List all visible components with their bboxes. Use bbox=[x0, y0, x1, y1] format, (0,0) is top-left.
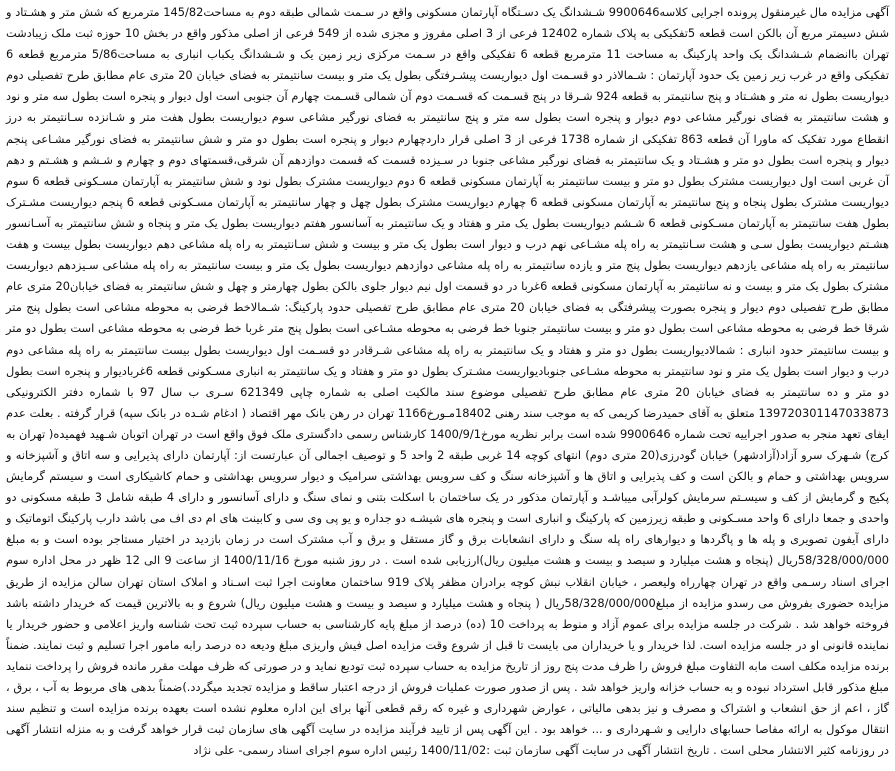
auction-notice-body: آگهی مزایده مال غیرمنقول پرونده اجرایی کلاسه9900646 شـشدانگ یک دسـتگاه آپارتمان مسکونی واقع در سـمت شمالی طبقه دوم به مساحت145/82 مترمربع که شش متر و هشـتاد و شش دسیمتر مربع آن بالکن است قطعه 5تفکیکی به پلاک شماره 12402 فرعی از 3 اصلی مفروز و مجزی شده از 549 فرعی از اصلی مذکور واقع در بخش 10 حوزه ثبت ملک زیبادشت تهران باانضمام شـشدانگ یک واحد پارکینگ به مساحت 11 مترمربع قطعه 6 تفکیکی واقع در سـمت مرکزی زیر زمین یک و شـشدانگ یکباب انباری به مساحت5/86 مترمربع قطعه 6 تفکیکی واقع در غرب زیر زمین یک حدود آپارتمان : شـمالاذر دو قسـمت اول دیواریست پیشـرفتگی بطول یک متر و بیست سانتیمتر به فضای خیابان 20 متری عام مطابق طرح تفصیلی دوم دیواریست بطول نه متر و هشـتاد و پنج سانتیمتر به قطعه 924 شـرقا در پنج قسـمت که قسـمت دوم آن شمالی قسـمت چهارم آن جنوبی است اول دیوار و پنجره است بطول سه متر و نود و هشت سانتیمتر به فضای نورگیر مشاعی دوم دیوار و پنجره است بطول سه متر و پنج سانتیمتر به فضای نورگیر مشاعی سوم دیواریست بطول هفت متر و شـانزده سـانتیمتر به درز انقطاع مورد تفکیک که ماورا آن قطعه 863 تفکیکی از شماره 1738 فرعی از 3 اصلی قرار داردچهارم دیوار و پنجره است بطول دو متر و شش سانتیمتر به فضای نورگیر مشـاعی پنجم دیوار و پنجره است بطول دو متر و هشـتاد و یک سانتیمتر به فضای نورگیر مشاعی جنوبا در سـیزده قسمت که قسمت دوازدهم آن شرقی،قسمتهای دوم و چهارم و شـشم و هشـتم و دهم آن غربی است اول دیواریست مشترک بطول دو متر و بیست سانتیمتر به آپارتمان مسکونی قطعه 6 دوم دیواریست مشترک بطول نود و شش سانتیمتر به آپارتمان مسـکونی قطعه 6 سوم دیواریست مشترک بطول پنجاه و پنج سانتیمتر به آپارتمان مسکونی قطعه 6 چهارم دیواریست مشترک بطول چهل و چهار سانتیمتر به آپارتمان مسـکونی قطعه 6 پنجم دیواریست مشـترک بطول هفت سانتیمتر به آپارتمان مسـکونی قطعه 6 شـشم دیواریست بطول یک متر و هفتاد و یک سانتیمتر به آسانسور هفتم دیواریست بطول یک متر و پنجاه و شش سانتیمتر به آسـانسور هشـتم دیواریست بطول سـی و هشت سـانتیمتر به راه پله مشـاعی نهم درب و دیوار است بطول یک متر و بیست و شش سـانتیمتر به راه پله مشاعی دهم دیواریست بطول بیست و هفت سانتیمتر به راه پله مشاعی یازدهم دیواریست بطول پنج متر و یازده سانتیمتر به راه پله مشاعی دوازدهم دیواریست بطول یک متر و بیست سانتیمتر به راه پله مشاعی سـیزدهم دیواریست مشترک بطول یک متر و بیست و نه سانتیمتر به آپارتمان مسکونی قطعه 6غربا در دو قسمت اول نیم دیوار جلوی بالکن بطول چهارمتر و چهل و شش سانتیمتر به فضای خیابان20 متری عام مطابق طرح تفصیلی دوم دیوار و پنجره بصورت پیشرفتگی به فضای خیابان 20 متری عام مطابق طرح تفصیلی حدود پارکینگ: شـمالاخط فرضی به محوطه مشاعی است بطول پنج متر شرقا خط فرضی به محوطه مشاعی است بطول دو متر و بیست سانتیمتر جنوبا خط فرضی به محوطه مشـاعی است بطول پنج متر غربا خط فرضی به محوطه مشاعی است بطول دو متر و بیست سانتیمتر حدود انباری : شمالادیواریست بطول دو متر و هفتاد و یک سانتیمتر به راه پله مشاعی شـرقادر دو قسـمت اول دیواریست بطول بیست سانتیمتر به راه پله مشاعی دوم درب و دیوار است بطول یک متر و نود سانتیمتر به محوطه مشـاعی جنوبادیواریست مشـترک بطول دو متر و هفتاد و یک سانتیمتر به انباری مسـکونی قطعه 6غربادیوار و پنجره است بطول دو متر و ده سانتیمتر به فضای خیابان 20 متری عام مطابق طرح تفصیلی موضوع سند مالکیت اصلی به شماره چاپی 621349 سـری ب سال 97 با شماره دفتر الکترونیکی 139720301147033873 متعلق به آقای حمیدرضا کریمی که به موجب سند رهنی 18402مـورخ1166 تهران در رهن بانک مهر اقتصاد ( ادغام شـده در بانک سپه) قرار گرفته . بعلت عدم ایفای تعهد منجر به صدور اجراییه تحت شماره 9900646 شده است برابر نظریه مورخ1400/9/1 کارشناس رسمی دادگستری ملک فوق واقع است در تهران اتوبان شـهید فهمیده( تهران به کرج) شـهرک سرو آزاد(آزادشهر) خیابان گودرزی(20 متری دوم) انتهای کوچه 14 غربی طبقه 2 واحد 5 و توصیف اجمالی آن عبارتست از: آپارتمان دارای پذیرایی و سه اتاق و آشپزخانه و سرویس بهداشتی و حمام و بالکن است و کف پذیرایی و اتاق ها و آشپزخانه سنگ و کف سرویس بهداشتی سرامیک و دیوار سرویس بهداشتی و حمام کاشیکاری است و سیستم گرمایش پکیج و گرمایش از کف و سیسـتم سرمایش کولرآبی میباشـد و آپارتمان مذکور در یک ساختمان با اسکلت بتنی و نمای سنگ و دارای آسانسور و دارای 4 طبقه شامل 3 طبقه مسکونی دو واحدی و جمعا دارای 6 واحد مسـکونی و طبقه زیرزمین که پارکینگ و انباری است و پنجره های شیشـه دو جداره و یو پی وی سی و کابینت های ام دی اف می باشد دارب پارکینگ اتوماتیک و دارای آیفون تصویری و پله ها و پاگردها و دیوارهای راه پله سنگ و دارای انشعابات برق و گاز مستقل و برق و آب مشترک است در زمان بازدید در اختیار مستاجر بوده است و به مبلغ 58/328/000/000ریال (پنجاه و هشت میلیارد و سیصد و بیست و هشت میلیون ریال)ارزیابی شده است . در روز شنبه مورخ 1400/11/16 از ساعت 9 الی 12 ظهر در محل اداره سوم اجرای اسناد رسـمی واقع در تهران چهارراه ولیعصر ، خیابان انقلاب نبش کوچه برادران مظفر پلاک 919 ساختمان معاونت اجرا ثبت اسـناد و املاک استان تهران سالن مزایده از طریق مزایده حضوری بفروش می رسدو مزایده از مبلغ58/328/000/000ریال ( پنجاه و هشت میلیارد و سیصد و بیست و هشت میلیون ریال) شروع و به بالاترین قیمت که خریدار داشته باشد فروخته خواهد شد . شرکت در جلسه مزایده برای عموم آزاد و منوط به پرداخت 10 (ده) درصد از مبلغ پایه کارشناسی به حساب سپرده ثبت تحت شناسه واریز اعلامی و حضور خریدار یا نماینده قانونی او در جلسه مزایده است. لذا خریدار و یا خریداران می بایست تا قبل از شروع وقت مزایده اصل فیش واریزی مبلغ ودیعه ده درصد رابه مامور اجرا تسلیم و ثبت نمایند. ضمناً برنده مزایده مکلف است مابه التفاوت مبلغ فروش را ظرف مدت پنج روز از تاریخ مزایده به حساب سپرده ثبت تودیع نماید و در صورتی که ظرف مهلت مقرر مانده فروش را پرداخت ننماید مبلغ مذکور قابل استرداد نبوده و به حساب خزانه واریز خواهد شد . پس از صدور صورت عملیات فروش از درجه اعتبار ساقط و مزایده تجدید میگردد.)ضمناً بدهی های مربوط به آب ، برق ، گاز ، اعم از حق انشعاب و اشتراک و مصرف و نیز بدهی مالیاتی ، عوارض شهرداری و غیره که رقم قطعی آنها برای این اداره معلوم نشده است بعهده برنده مزایده است و تنظیم سند انتقال موکول به ارائه مفاصا حسابهای دارایی و شـهرداری و ... خواهد بود . این آگهی پس از تایید فرآیند مزایده در سایت آگهی های سازمان ثبت قرار خواهد گرفت و به منزله انتشار آگهی در روزنامه کثیر الانتشار محلی است . تاریخ انتشار آگهی در سایت آگهی سازمان ثبت :1400/11/02 رئیس اداره سوم اجرای اسناد رسمی- علی نژاد bbox=[6, 5, 889, 758]
